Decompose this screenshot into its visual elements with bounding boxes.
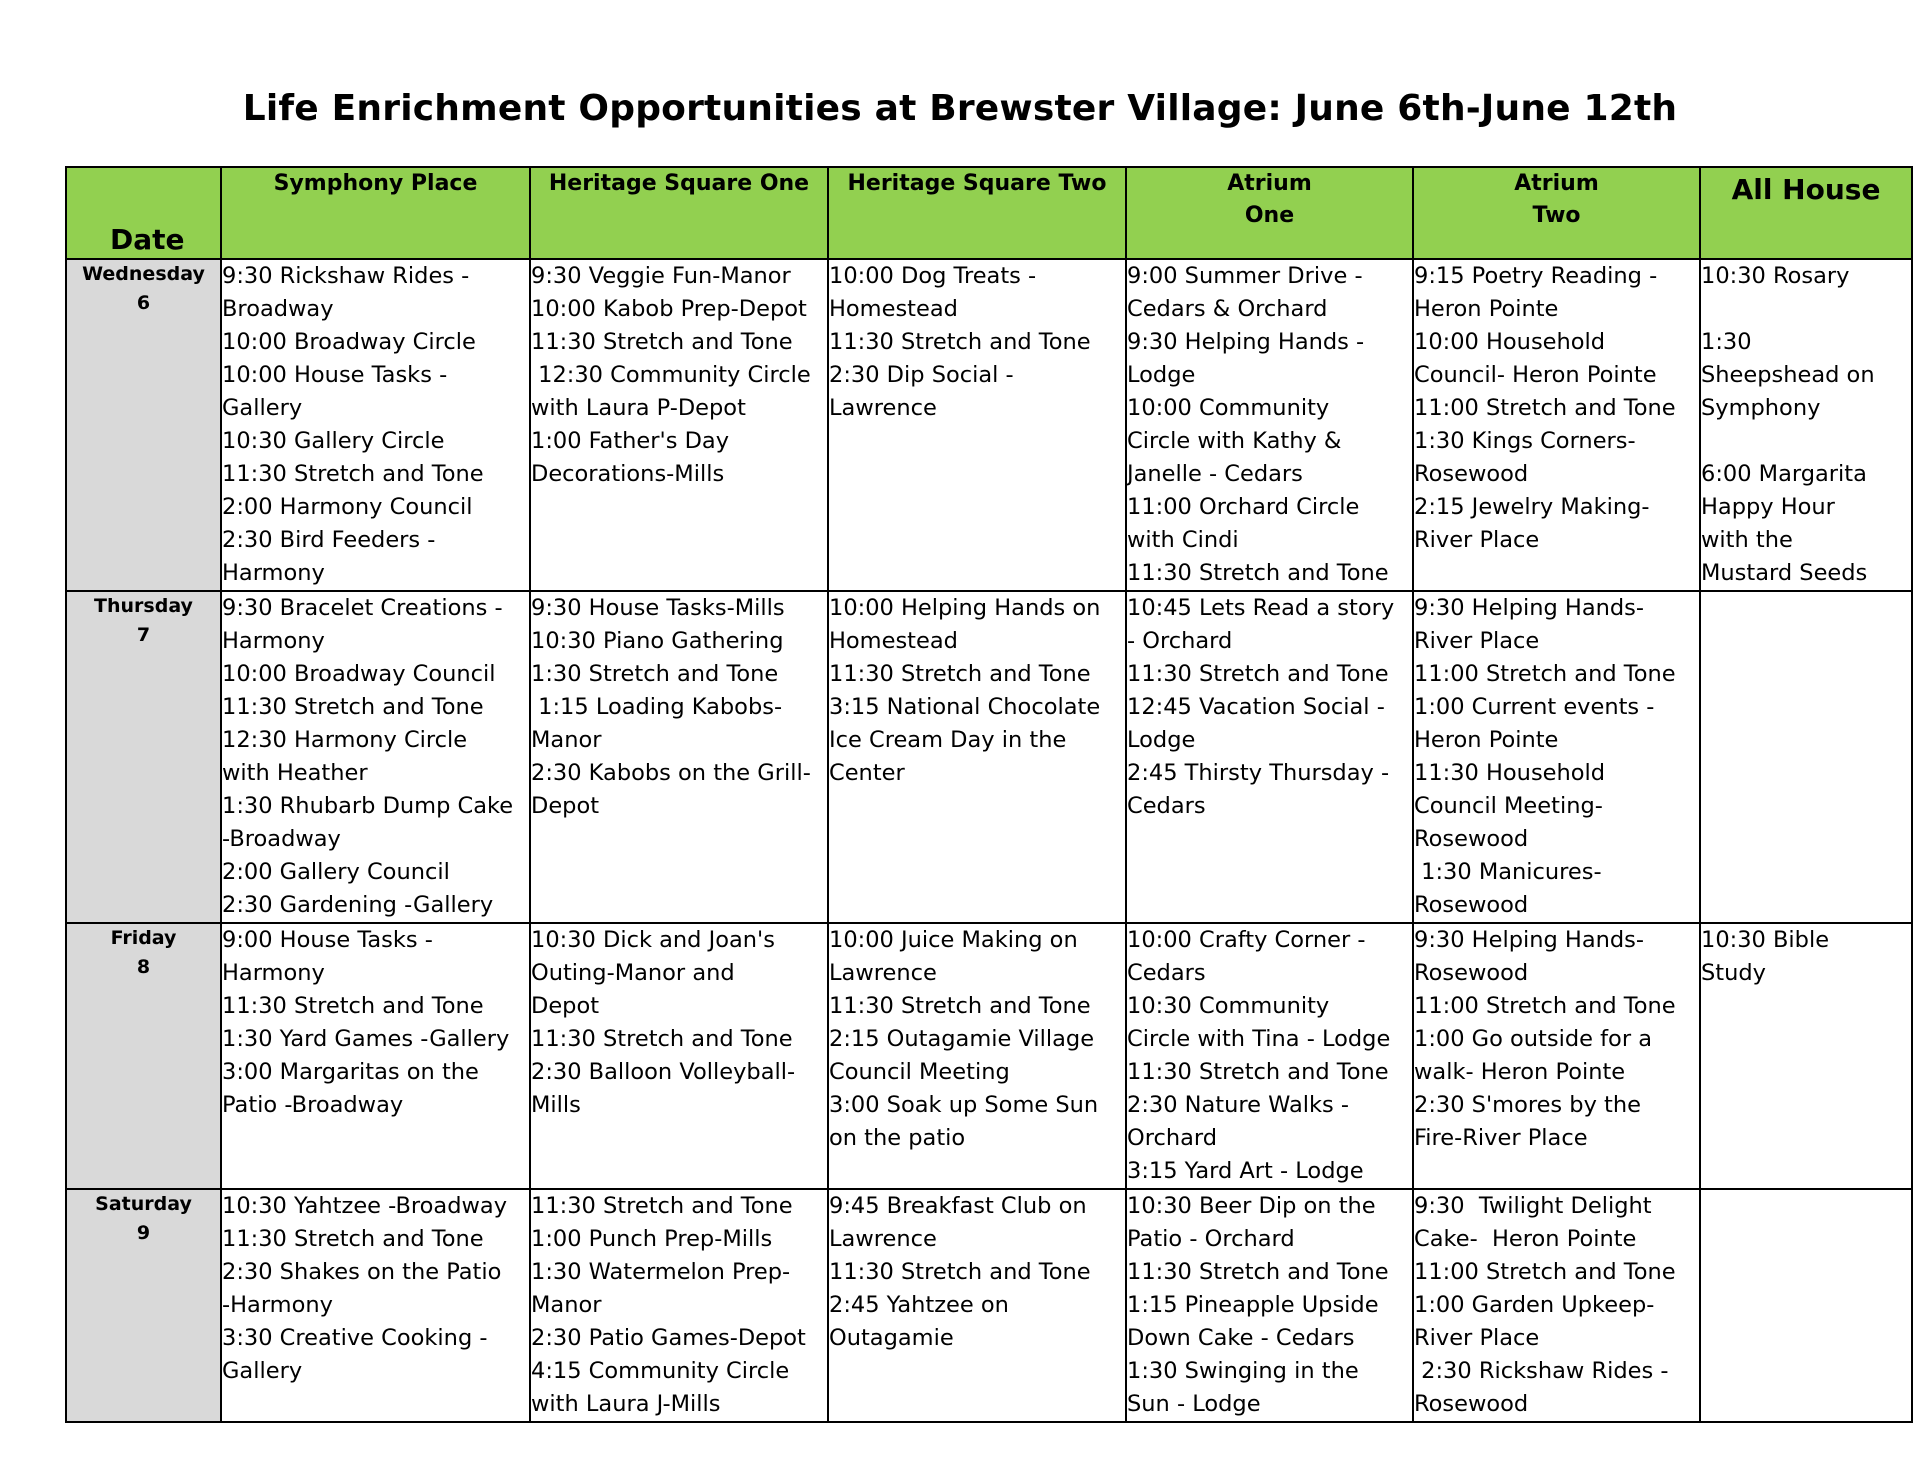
activity-line: Homestead [829,628,958,654]
day-cell [66,1189,221,1422]
activity-line: 12:45 Vacation Social - [1127,694,1385,720]
activity-line: 9:00 Summer Drive - [1127,263,1363,289]
activity-line: River Place [1414,628,1540,654]
activity-line: Orchard [1127,1125,1218,1151]
activity-line: Rosewood [1414,826,1529,852]
activity-line: 12:30 Harmony Circle [222,727,468,753]
activity-line: Council Meeting [829,1059,1010,1085]
activity-line: Down Cake - Cedars [1127,1325,1355,1351]
day-name: Friday [110,927,177,949]
activity-line: 10:00 Crafty Corner - [1127,927,1366,953]
activity-line: 9:30 Helping Hands- [1414,595,1645,621]
activity-line: Circle with Tina - Lodge [1127,1026,1391,1052]
activity-line: 1:30 Kings Corners- [1414,428,1636,454]
activity-line: 9:30 Helping Hands - [1127,329,1365,355]
activity-cell-atrium-two [1413,259,1700,591]
activity-line: 9:30 Rickshaw Rides - [222,263,470,289]
activity-cell-symphony-place [221,259,530,591]
activity-line: Gallery [222,395,303,421]
activity-line: Heron Pointe [1414,727,1559,753]
activity-line: 9:30 Bracelet Creations - [222,595,503,621]
activity-line: Council Meeting- [1414,793,1603,819]
activity-line: walk- Heron Pointe [1414,1059,1626,1085]
activity-line: 10:00 Community [1127,395,1330,421]
activity-line: Manor [531,727,602,753]
activity-line: 11:30 Stretch and Tone [1127,560,1389,586]
activity-line: 10:30 Gallery Circle [222,428,445,454]
column-header-line: All House [1731,173,1881,206]
activity-line: 1:00 Punch Prep-Mills [531,1226,773,1252]
activity-line: 2:30 Patio Games-Depot [531,1325,806,1351]
activity-line: 10:30 Piano Gathering [531,628,784,654]
day-cell [66,259,221,591]
activity-cell-all-house [1700,259,1912,591]
column-header-line: Heritage Square One [548,171,810,196]
activity-line: 10:30 Dick and Joan's [531,927,775,953]
activity-cell-heritage-square-two [828,1189,1126,1422]
activity-line: Mustard Seeds [1701,560,1868,586]
activity-line: 11:30 Household [1414,760,1606,786]
activity-line: Cake- Heron Pointe [1414,1226,1637,1252]
activity-cell-atrium-one [1126,259,1413,591]
activity-line: 1:30 Manicures- [1414,859,1602,885]
activity-line: 2:00 Harmony Council [222,494,473,520]
column-header-line: Heritage Square Two [847,171,1107,196]
activity-line: Lawrence [829,960,937,986]
activity-line: 2:15 Outagamie Village [829,1026,1095,1052]
activity-line: 2:45 Yahtzee on [829,1292,1009,1318]
activity-line: -Harmony [222,1292,333,1318]
activity-cell-atrium-two [1413,923,1700,1189]
activity-line: 9:00 House Tasks - [222,927,433,953]
column-header-line: Symphony Place [273,171,478,196]
day-number: 9 [136,1222,151,1244]
activity-line: 1:00 Go outside for a [1414,1026,1653,1052]
activity-line: 1:15 Pineapple Upside [1127,1292,1379,1318]
activity-line: Harmony [222,560,325,586]
activity-line: Homestead [829,296,958,322]
activity-cell-atrium-one [1126,923,1413,1189]
activity-line: 11:00 Stretch and Tone [1414,993,1676,1019]
activity-cell-heritage-square-one [530,1189,828,1422]
day-cell [66,591,221,923]
activity-cell-atrium-two [1413,1189,1700,1422]
activity-line: 10:30 Community [1127,993,1330,1019]
activity-cell-atrium-one [1126,1189,1413,1422]
table-row [66,1189,1912,1422]
activity-cell-heritage-square-one [530,923,828,1189]
activity-line: 11:30 Stretch and Tone [531,1026,793,1052]
activity-line: Cedars & Orchard [1127,296,1328,322]
activity-line: Patio - Orchard [1127,1226,1295,1252]
activity-line: 9:30 Twilight Delight [1414,1193,1652,1219]
activity-line: Sheepshead on [1701,362,1875,388]
activity-cell-all-house [1700,591,1912,923]
activity-line: 2:15 Jewelry Making- [1414,494,1650,520]
activity-line: River Place [1414,1325,1540,1351]
activity-line: 2:30 Shakes on the Patio [222,1259,502,1285]
activity-cell-all-house [1700,1189,1912,1422]
activity-line: 10:30 Rosary [1701,263,1850,289]
schedule-table [65,166,1913,1423]
column-header-atrium-two [1413,167,1700,259]
activity-line: Ice Cream Day in the [829,727,1067,753]
column-header-line: Atrium [1514,171,1599,196]
table-row [66,923,1912,1189]
column-header-line: One [1244,203,1295,228]
activity-line: Depot [531,993,600,1019]
activity-line: Broadway [222,296,334,322]
activity-line: 11:30 Stretch and Tone [829,329,1091,355]
activity-line: 10:00 Helping Hands on [829,595,1101,621]
activity-line: 1:00 Current events - [1414,694,1655,720]
activity-line: with the [1701,527,1793,553]
column-header-all-house [1700,167,1912,259]
activity-line: 10:00 Kabob Prep-Depot [531,296,807,322]
activity-line: Depot [531,793,600,819]
activity-line: 11:30 Stretch and Tone [531,329,793,355]
activity-line: Sun - Lodge [1127,1391,1261,1417]
activity-line: 2:30 Bird Feeders - [222,527,436,553]
activity-line: Outagamie [829,1325,954,1351]
activity-line: Lawrence [829,1226,937,1252]
activity-cell-heritage-square-two [828,923,1126,1189]
activity-line: 10:00 Broadway Council [222,661,496,687]
activity-line: 2:45 Thirsty Thursday - [1127,760,1390,786]
activity-line: 1:30 Yard Games -Gallery [222,1026,510,1052]
blank-line [1701,425,1911,458]
activity-line: Center [829,760,905,786]
activity-line: 11:30 Stretch and Tone [222,1226,484,1252]
activity-line: 11:00 Stretch and Tone [1414,661,1676,687]
activity-line: Cedars [1127,960,1206,986]
activity-line: -Broadway [222,826,341,852]
activity-line: 12:30 Community Circle [531,362,811,388]
activity-line: Manor [531,1292,602,1318]
activity-cell-atrium-one [1126,591,1413,923]
activity-line: 11:00 Stretch and Tone [1414,1259,1676,1285]
activity-line: 9:30 Veggie Fun-Manor [531,263,791,289]
activity-line: with Laura P-Depot [531,395,746,421]
activity-line: on the patio [829,1125,966,1151]
activity-line: 11:30 Stretch and Tone [829,1259,1091,1285]
activity-line: Council- Heron Pointe [1414,362,1657,388]
activity-cell-heritage-square-two [828,259,1126,591]
activity-line: 11:30 Stretch and Tone [531,1193,793,1219]
activity-line: 3:00 Margaritas on the [222,1059,479,1085]
activity-line: 10:00 Broadway Circle [222,329,476,355]
day-name: Saturday [95,1193,192,1215]
activity-line: 1:30 [1701,329,1752,355]
activity-line: 1:30 Swinging in the [1127,1358,1359,1384]
activity-line: Mills [531,1092,581,1118]
activity-cell-symphony-place [221,591,530,923]
activity-line: 11:30 Stretch and Tone [222,694,484,720]
activity-cell-symphony-place [221,1189,530,1422]
activity-line: River Place [1414,527,1540,553]
activity-line: with Laura J-Mills [531,1391,721,1417]
activity-line: Happy Hour [1701,494,1835,520]
activity-line: 6:00 Margarita [1701,461,1867,487]
activity-line: 9:45 Breakfast Club on [829,1193,1087,1219]
activity-line: 2:00 Gallery Council [222,859,450,885]
day-name: Wednesday [82,263,205,285]
activity-line: Circle with Kathy & [1127,428,1342,454]
activity-line: 2:30 Nature Walks - [1127,1092,1350,1118]
activity-line: 1:00 Father's Day [531,428,730,454]
activity-line: 2:30 S'mores by the [1414,1092,1641,1118]
column-header-symphony-place [221,167,530,259]
activity-cell-all-house [1700,923,1912,1189]
activity-line: Rosewood [1414,892,1529,918]
activity-line: Rosewood [1414,461,1529,487]
activity-line: Harmony [222,628,325,654]
activity-line: Decorations-Mills [531,461,725,487]
activity-line: 2:30 Gardening -Gallery [222,892,494,918]
day-cell [66,923,221,1189]
activity-line: with Heather [222,760,368,786]
activity-line: 2:30 Balloon Volleyball- [531,1059,796,1085]
activity-line: Cedars [1127,793,1206,819]
activity-line: Lodge [1127,727,1196,753]
activity-line: 10:00 House Tasks - [222,362,448,388]
column-header-line: Atrium [1227,171,1312,196]
activity-line: 11:30 Stretch and Tone [1127,1059,1389,1085]
activity-cell-heritage-square-one [530,259,828,591]
activity-line: 11:30 Stretch and Tone [1127,661,1389,687]
activity-line: Symphony [1701,395,1821,421]
activity-line: 10:30 Bible [1701,927,1830,953]
activity-line: 11:30 Stretch and Tone [222,461,484,487]
column-header-line: Two [1532,203,1581,228]
activity-line: Outing-Manor and [531,960,735,986]
header-row [66,167,1912,259]
activity-line: with Cindi [1127,527,1239,553]
column-header-heritage-square-two [828,167,1126,259]
activity-line: 10:00 Dog Treats - [829,263,1037,289]
activity-line: 9:30 Helping Hands- [1414,927,1645,953]
activity-line: Lodge [1127,362,1196,388]
activity-line: 10:30 Yahtzee -Broadway [222,1193,508,1219]
activity-line: Heron Pointe [1414,296,1559,322]
activity-line: Lawrence [829,395,937,421]
activity-line: Study [1701,960,1766,986]
activity-line: 9:30 House Tasks-Mills [531,595,785,621]
activity-line: 3:00 Soak up Some Sun [829,1092,1099,1118]
activity-line: 11:30 Stretch and Tone [829,993,1091,1019]
activity-line: 9:15 Poetry Reading - [1414,263,1658,289]
day-number: 7 [136,624,151,646]
activity-line: Rosewood [1414,1391,1529,1417]
day-number: 8 [136,956,151,978]
activity-line: Harmony [222,960,325,986]
activity-line: 3:15 National Chocolate [829,694,1101,720]
column-header-atrium-one [1126,167,1413,259]
activity-line: 11:30 Stretch and Tone [222,993,484,1019]
day-name: Thursday [94,595,193,617]
activity-line: 2:30 Kabobs on the Grill- [531,760,811,786]
activity-line: 10:00 Household [1414,329,1606,355]
activity-line: 3:30 Creative Cooking - [222,1325,488,1351]
table-row [66,259,1912,591]
activity-line: 2:30 Dip Social - [829,362,1014,388]
activity-cell-symphony-place [221,923,530,1189]
activity-line: 4:15 Community Circle [531,1358,790,1384]
activity-line: Rosewood [1414,960,1529,986]
date-column-header: Date [66,167,221,259]
activity-line: Patio -Broadway [222,1092,404,1118]
activity-line: 10:30 Beer Dip on the [1127,1193,1376,1219]
activity-cell-atrium-two [1413,591,1700,923]
activity-line: 11:00 Orchard Circle [1127,494,1360,520]
activity-line: - Orchard [1127,628,1233,654]
activity-line: Janelle - Cedars [1127,461,1303,487]
activity-cell-heritage-square-one [530,591,828,923]
activity-line: 1:30 Stretch and Tone [531,661,779,687]
activity-line: 11:30 Stretch and Tone [829,661,1091,687]
activity-line: 11:00 Stretch and Tone [1414,395,1676,421]
column-header-heritage-square-one [530,167,828,259]
activity-line: 2:30 Rickshaw Rides - [1414,1358,1669,1384]
activity-line: Fire-River Place [1414,1125,1588,1151]
activity-line: 11:30 Stretch and Tone [1127,1259,1389,1285]
day-number: 6 [136,292,151,314]
activity-line: 1:30 Rhubarb Dump Cake [222,793,514,819]
activity-line: 10:00 Juice Making on [829,927,1078,953]
page-title: Life Enrichment Opportunities at Brewster Village: June 6th-June 12th [242,88,1678,129]
activity-line: 1:15 Loading Kabobs- [531,694,783,720]
activity-line: 1:00 Garden Upkeep- [1414,1292,1655,1318]
activity-line: Gallery [222,1358,303,1384]
blank-line [1701,293,1911,326]
table-row [66,591,1912,923]
activity-cell-heritage-square-two [828,591,1126,923]
activity-line: 10:45 Lets Read a story [1127,595,1395,621]
activity-line: 1:30 Watermelon Prep- [531,1259,791,1285]
activity-line: 3:15 Yard Art - Lodge [1127,1158,1364,1184]
